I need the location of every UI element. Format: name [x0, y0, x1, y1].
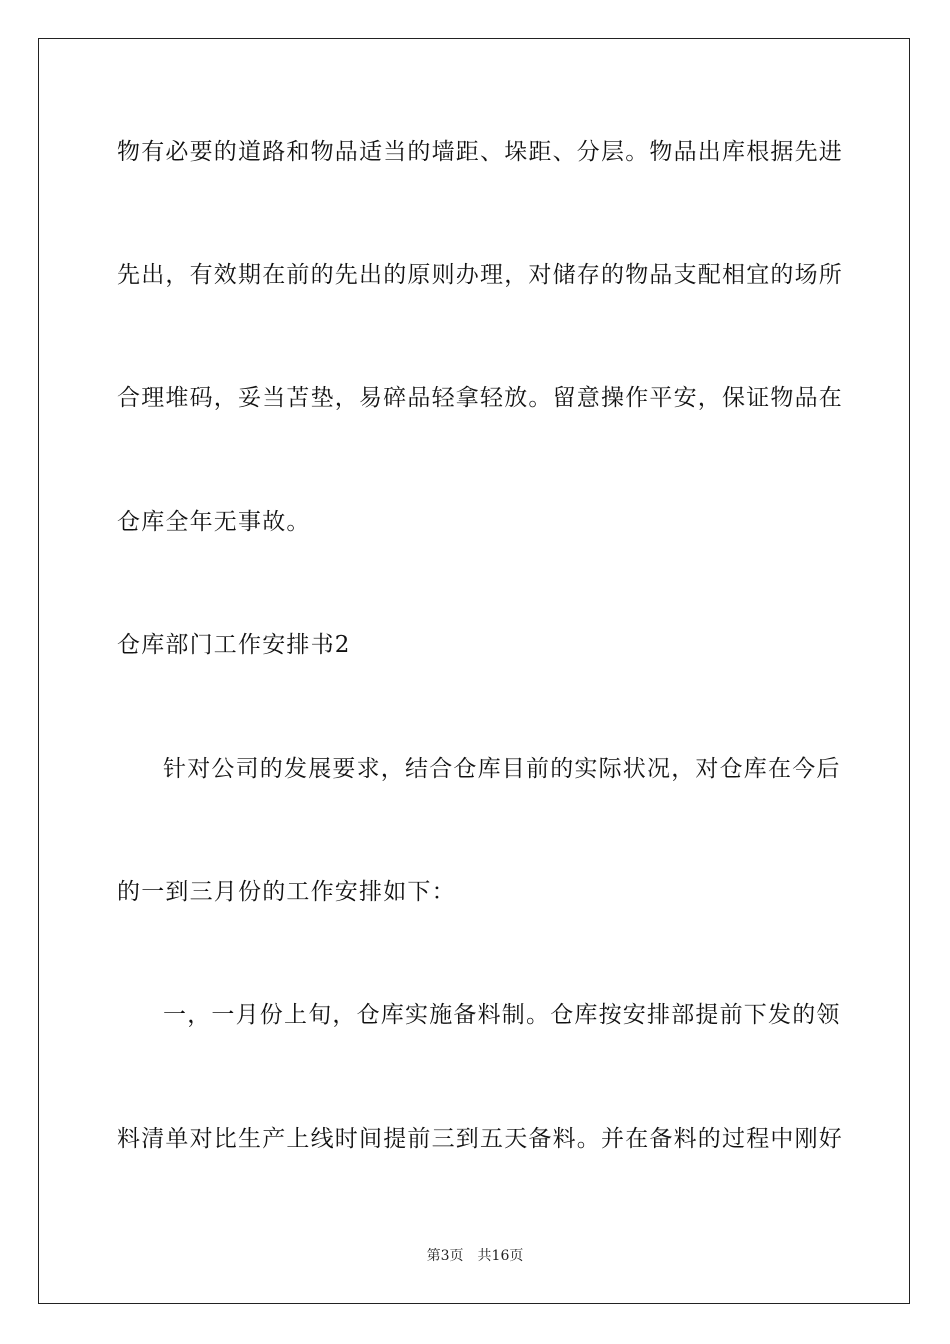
body-text-line-7: 的一到三月份的工作安排如下：: [117, 879, 456, 905]
page-number: 第3页: [426, 1248, 464, 1264]
body-text-line-1: 物有必要的道路和物品适当的墙距、垛距、分层。物品出库根据先进: [117, 139, 843, 165]
body-text-line-2: 先出，有效期在前的先出的原则办理，对储存的物品支配相宜的场所: [117, 262, 843, 288]
body-text-line-3: 合理堆码，妥当苫垫，易碎品轻拿轻放。留意操作平安，保证物品在: [117, 385, 843, 411]
page-footer: [0, 1247, 950, 1265]
body-text-line-4: 仓库全年无事故。: [117, 509, 311, 535]
section-heading: 仓库部门工作安排书2: [117, 632, 351, 658]
page-total: 共16页: [477, 1248, 524, 1264]
body-text-line-9: 料清单对比生产上线时间提前三到五天备料。并在备料的过程中刚好: [117, 1126, 843, 1152]
body-text-line-8: 一，一月份上旬，仓库实施备料制。仓库按安排部提前下发的领: [163, 1002, 841, 1028]
page-border: [38, 38, 910, 1304]
body-text-line-6: 针对公司的发展要求，结合仓库目前的实际状况，对仓库在今后: [163, 756, 841, 782]
